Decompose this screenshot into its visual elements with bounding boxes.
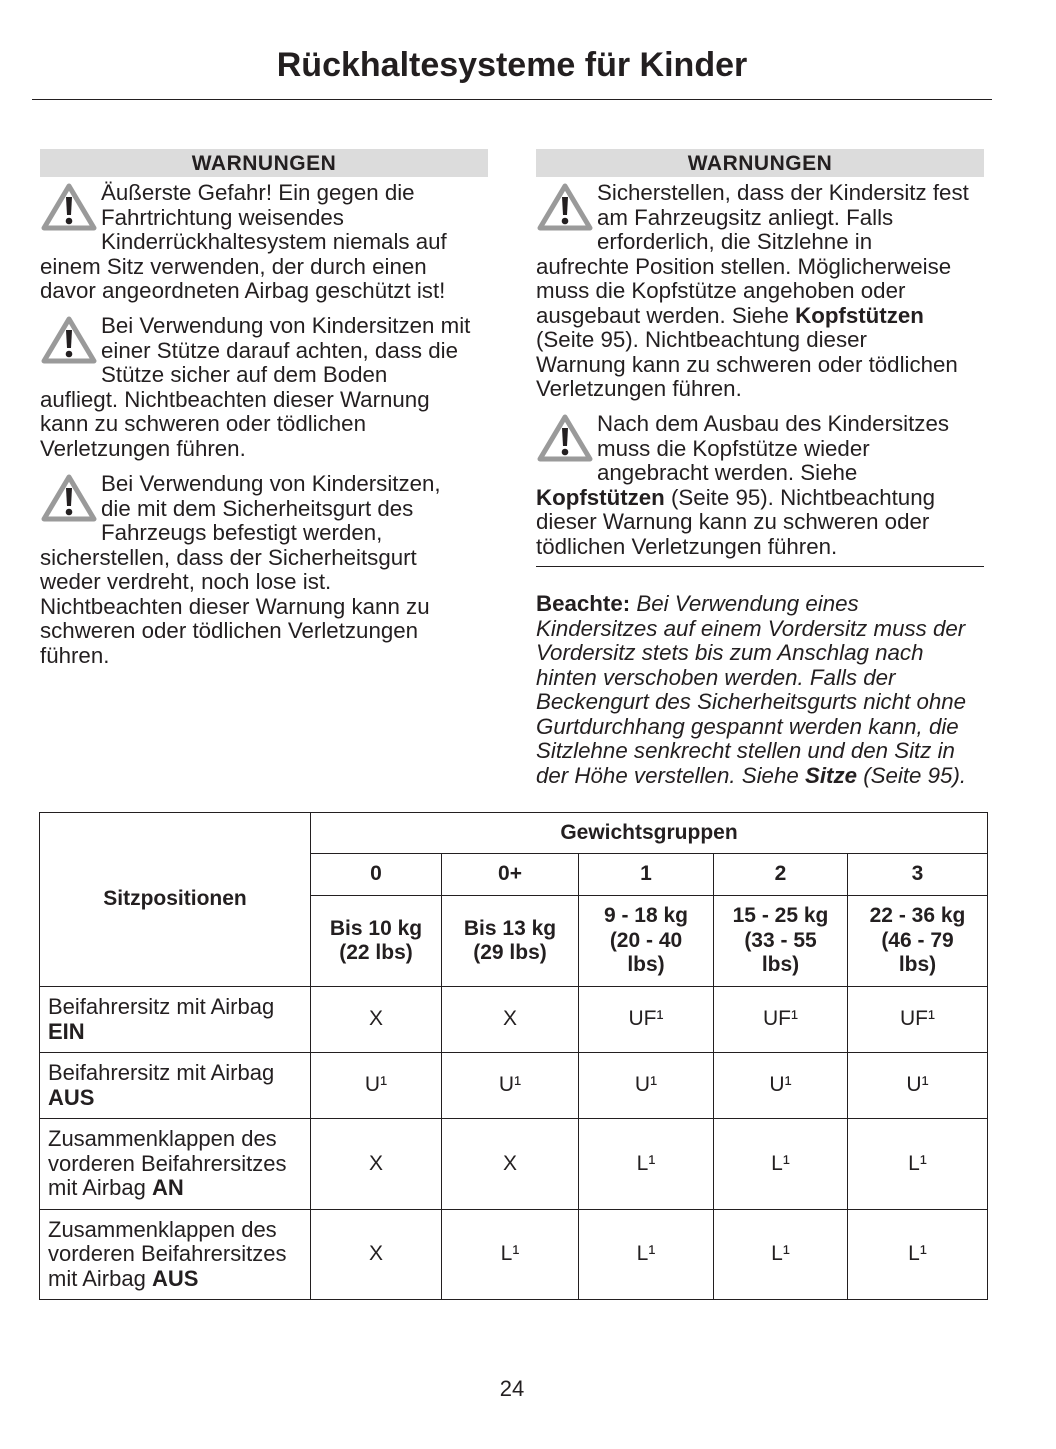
text: sicherstellen, dass der Sicherheitsgurt [40,544,417,570]
text: ausgebaut werden. Siehe [536,302,796,328]
text-line [536,690,966,715]
suitability-cell: X [442,1119,579,1210]
text-line [536,486,949,511]
warning-triangle-icon [537,182,593,232]
warning-text [40,314,470,461]
warning-text [40,181,447,304]
table-row [40,1210,988,1300]
warning-triangle-icon [41,315,97,365]
text: weder verdreht, noch lose ist. [40,569,332,594]
weight-group-4: 3 [848,854,988,896]
text-line [536,181,969,206]
page-number: 24 [499,1376,525,1401]
text-line [536,377,969,402]
text: aufrechte Position stellen. Möglicherweise [536,253,952,279]
text-line [536,535,949,560]
text: Bei Verwendung von Kindersitzen, [101,471,441,496]
text-line [536,461,949,486]
note-text [536,592,966,788]
bold-text: Beachte: [536,591,631,616]
text-line [40,181,447,206]
text: Nichtbeachten dieser Warnung kann zu [40,593,430,619]
text: hinten verschoben werden. Falls der [536,664,896,690]
weight-line: lbs) [761,953,800,977]
suitability-cell: U¹ [714,1053,848,1119]
text: erforderlich, die Sitzlehne in [597,229,873,254]
text: Vordersitz stets bis zum Anschlag nach [536,640,924,665]
text-line [536,666,966,691]
text-line [40,388,470,413]
suitability-cell: UF¹ [848,987,988,1053]
weight-group-2: 1 [579,854,714,896]
weight-group-1: 0+ [442,854,579,896]
warning-triangle-icon [41,182,97,232]
text: Verletzungen führen. [40,435,246,461]
page-title: Rückhaltesysteme für Kinder [276,46,748,84]
text-line [40,546,441,571]
text-line [536,764,966,789]
seat-positions-header: Sitzpositionen [40,813,311,987]
suitability-cell: X [311,987,442,1053]
text: Kindersitzes auf einem Vordersitz muss der [536,615,966,641]
seat-position [40,987,311,1053]
text-line [40,230,447,255]
suitability-cell: U¹ [442,1053,579,1119]
weight-line: 9 - 18 kg [603,904,689,928]
text-line [536,230,969,255]
position-line: mit Airbag AUS [48,1265,199,1291]
text-line [536,353,969,378]
seat-position [40,1053,311,1119]
weight-range [848,896,988,987]
text: Beckengurt des Sicherheitsgurts nicht ohne [536,689,967,714]
weight-range [714,896,848,987]
warning-triangle-icon [537,413,593,463]
suitability-cell: L¹ [714,1210,848,1300]
warning-text [40,472,441,668]
warning-text [536,412,949,559]
right-warnings-header: WARNUNGEN [536,149,984,177]
suitability-cell: UF¹ [714,987,848,1053]
text-line [40,644,441,669]
text: angebracht werden. Siehe [597,460,858,485]
text-line [40,437,470,462]
table-row [40,1119,988,1210]
weight-line: (20 - 40 [609,928,683,952]
text-line [40,339,470,364]
text: Äußerste Gefahr! Ein gegen die [101,180,415,205]
text-line [40,363,470,388]
weight-line: (29 lbs) [473,941,547,964]
warning-triangle-icon [41,473,97,523]
text-line [536,328,969,353]
text: Fahrzeugs befestigt werden, [101,520,383,545]
text: Gurtdurchhang gespannt werden kann, die [536,713,959,739]
text: (Seite 95). Nichtbeachtung [664,484,936,510]
text: tödlichen Verletzungen führen. [536,533,838,559]
weight-group-0: 0 [311,854,442,896]
bold-text: Kopfstützen [536,484,665,510]
weight-groups-header: Gewichtsgruppen [311,813,988,854]
weight-group-3: 2 [714,854,848,896]
seat-position [40,1119,311,1210]
text-line [40,595,441,620]
text: Stütze sicher auf dem Boden [101,362,388,387]
text-line [536,304,969,329]
weight-line: lbs) [898,953,937,977]
text: einem Sitz verwenden, der durch einen [40,253,427,279]
text: (Seite 95). Nichtbeachtung dieser [536,327,867,352]
warning-text [536,181,969,402]
text-line [536,641,966,666]
suitability-cell: X [311,1119,442,1210]
text: Nach dem Ausbau des Kindersitzes [597,411,949,436]
text-line [40,206,447,231]
text: dieser Warnung kann zu schweren oder [536,509,930,534]
position-line: Beifahrersitz mit Airbag [48,1060,275,1085]
text-line [536,592,966,617]
text: (Seite 95). [857,762,967,788]
weight-range [442,896,579,987]
text-line [536,279,969,304]
weight-line: (22 lbs) [339,941,413,964]
text-line [40,472,441,497]
text-line [40,279,447,304]
text: Verletzungen führen. [536,376,742,401]
text: kann zu schweren oder tödlichen [40,411,366,436]
text: schweren oder tödlichen Verletzungen [40,618,419,643]
text-line [40,521,441,546]
text-line [40,255,447,280]
text-line [536,255,969,280]
text-line [40,497,441,522]
bold-text: Kopfstützen [795,302,924,328]
child-seat-table [39,812,988,1300]
text: am Fahrzeugsitz anliegt. Falls [597,204,894,230]
text: einer Stütze darauf achten, dass die [101,337,458,363]
weight-range [579,896,714,987]
text-line [536,739,966,764]
text: muss die Kopfstütze wieder [597,435,870,461]
left-warnings-header: WARNUNGEN [40,149,488,177]
position-line: vorderen Beifahrersitzes [48,1241,287,1267]
table-row [40,987,988,1053]
text-line [40,412,470,437]
text: davor angeordneten Airbag geschützt ist! [40,278,446,303]
suitability-cell: X [311,1210,442,1300]
weight-line: 22 - 36 kg [869,904,966,928]
text: die mit dem Sicherheitsgurt des [101,495,414,521]
suitability-cell: L¹ [579,1210,714,1300]
suitability-cell: L¹ [442,1210,579,1300]
text: Bei Verwendung eines [630,591,859,616]
position-line: EIN [48,1018,85,1044]
text: Bei Verwendung von Kindersitzen mit [101,313,471,338]
text-line [40,619,441,644]
suitability-cell: U¹ [848,1053,988,1119]
suitability-cell: X [442,987,579,1053]
weight-line: Bis 10 kg [329,916,423,940]
position-line: Zusammenklappen des [48,1126,277,1152]
bold-text: Sitze [804,762,858,788]
weight-range [311,896,442,987]
position-line: AUS [48,1084,95,1110]
position-line: Zusammenklappen des [48,1216,277,1242]
weight-line: Bis 13 kg [463,916,557,940]
suitability-cell: UF¹ [579,987,714,1053]
text: Sitzlehne senkrecht stellen und den Sitz in [536,738,955,763]
weight-line: (46 - 79 [881,928,954,952]
text-line [536,617,966,642]
suitability-cell: L¹ [848,1210,988,1300]
weight-line: (33 - 55 [744,928,817,952]
suitability-cell: L¹ [848,1119,988,1210]
text: der Höhe verstellen. Siehe [536,762,805,788]
text: aufliegt. Nichtbeachten dieser Warnung [40,386,430,412]
text-line [40,570,441,595]
seat-position [40,1210,311,1300]
text: Kinderrückhaltesystem niemals auf [101,229,447,254]
text: Fahrtrichtung weisendes [101,204,344,230]
text-line [536,412,949,437]
text: muss die Kopfstütze angehoben oder [536,278,906,303]
text-line [536,510,949,535]
text-line [40,314,470,339]
suitability-cell: U¹ [311,1053,442,1119]
title-divider [32,99,992,100]
position-line: mit Airbag AN [48,1175,184,1201]
position-line: vorderen Beifahrersitzes [48,1150,287,1176]
text-line [536,715,966,740]
warnings-end-divider [536,566,984,567]
table-row [40,1053,988,1119]
weight-line: lbs) [627,953,665,977]
position-line: Beifahrersitz mit Airbag [48,994,275,1019]
text-line [536,206,969,231]
text-line [536,437,949,462]
text: führen. [40,642,110,668]
suitability-cell: U¹ [579,1053,714,1119]
text: Warnung kann zu schweren oder tödlichen [536,351,958,377]
suitability-cell: L¹ [579,1119,714,1210]
text: Sicherstellen, dass der Kindersitz fest [597,180,969,205]
suitability-cell: L¹ [714,1119,848,1210]
weight-line: 15 - 25 kg [732,904,829,928]
